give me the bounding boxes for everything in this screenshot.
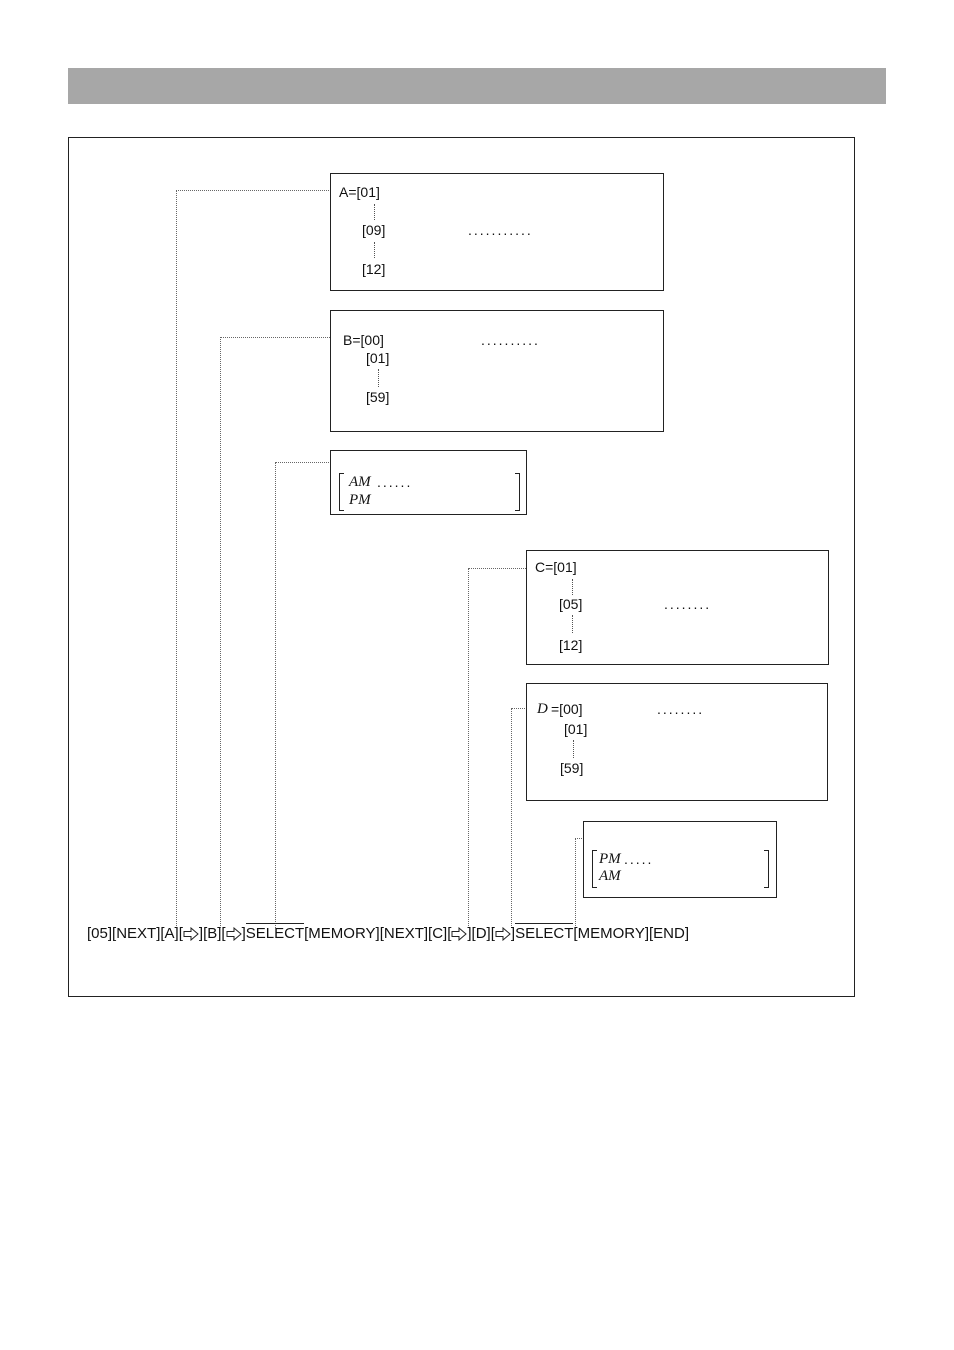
key-arrow-1-open: [: [178, 925, 183, 942]
key-arrow-3-open: [: [447, 925, 452, 942]
key-arrow-3-close: ]: [467, 925, 472, 942]
key-c: [C]: [428, 925, 448, 942]
bracket-left: [339, 473, 344, 511]
box-d-line2: [01]: [564, 721, 588, 737]
box-b-line1: B=[00]: [343, 332, 384, 348]
box-a-dots: ...........: [468, 222, 533, 238]
box-a-line1: A=[01]: [339, 184, 380, 200]
key-a: [A]: [160, 925, 179, 942]
key-d: [D]: [471, 925, 491, 942]
box-ampm-1: [330, 450, 527, 515]
bracket-right: [515, 473, 520, 511]
ampm2-line2: AM: [599, 868, 621, 884]
right-arrow-icon: [226, 927, 242, 941]
box-c: [526, 550, 829, 665]
right-arrow-icon: [495, 927, 511, 941]
right-arrow-icon: [451, 927, 467, 941]
key-select-1: SELECT: [245, 925, 305, 942]
box-c-line2: [05]: [559, 596, 583, 612]
key-arrow-2-close: ]: [241, 925, 246, 942]
box-d-line1: =[00]: [551, 701, 583, 717]
box-b: [330, 310, 664, 432]
box-d-vdots: [573, 740, 576, 758]
key-next: [NEXT]: [112, 925, 161, 942]
box-d: [526, 683, 828, 801]
box-b-line3: [59]: [366, 389, 390, 405]
box-c-line1: C=[01]: [535, 559, 577, 575]
ampm1-line1-dots: ......: [377, 474, 413, 490]
key-arrow-2-open: [: [221, 925, 226, 942]
key-next-2: [NEXT]: [379, 925, 429, 942]
leader-d: [511, 708, 527, 928]
bracket-left: [592, 850, 597, 888]
key-memory-1: [MEMORY]: [304, 925, 380, 942]
key-end: [END]: [649, 925, 690, 942]
box-d-line3: [59]: [560, 760, 584, 776]
key-memory-2: [MEMORY]: [573, 925, 649, 942]
box-c-vdots-2: [572, 615, 575, 633]
box-b-dots: ..........: [481, 332, 540, 348]
key-arrow-1-close: ]: [198, 925, 204, 942]
box-a-vdots-1: [374, 204, 377, 220]
box-c-vdots-1: [572, 579, 575, 595]
header-bar: [68, 68, 886, 104]
ampm1-line1: AM: [349, 474, 371, 490]
ampm2-line1-dots: .....: [624, 851, 654, 867]
box-b-vdots: [378, 369, 381, 387]
box-d-dots: ........: [657, 701, 705, 717]
key-select-2: SELECT: [515, 925, 574, 942]
ampm1-line2: PM: [349, 492, 371, 508]
key-arrow-4-close: ]: [510, 925, 516, 942]
key-arrow-4-open: [: [490, 925, 495, 942]
box-c-line3: [12]: [559, 637, 583, 653]
leader-ampm1: [275, 462, 331, 928]
box-c-dots: ........: [664, 596, 712, 612]
box-a-line2: [09]: [362, 222, 386, 238]
bracket-right: [764, 850, 769, 888]
ampm2-line1: PM: [599, 851, 621, 867]
right-arrow-icon: [183, 927, 199, 941]
key-sequence: [87, 925, 689, 942]
box-ampm-2: [583, 821, 777, 898]
key-b: [B]: [203, 925, 222, 942]
key-05: [05]: [87, 925, 113, 942]
box-a-vdots-2: [374, 242, 377, 258]
box-d-var: D: [537, 701, 548, 717]
box-b-line2: [01]: [366, 350, 390, 366]
box-a-line3: [12]: [362, 261, 386, 277]
box-a: [330, 173, 664, 291]
